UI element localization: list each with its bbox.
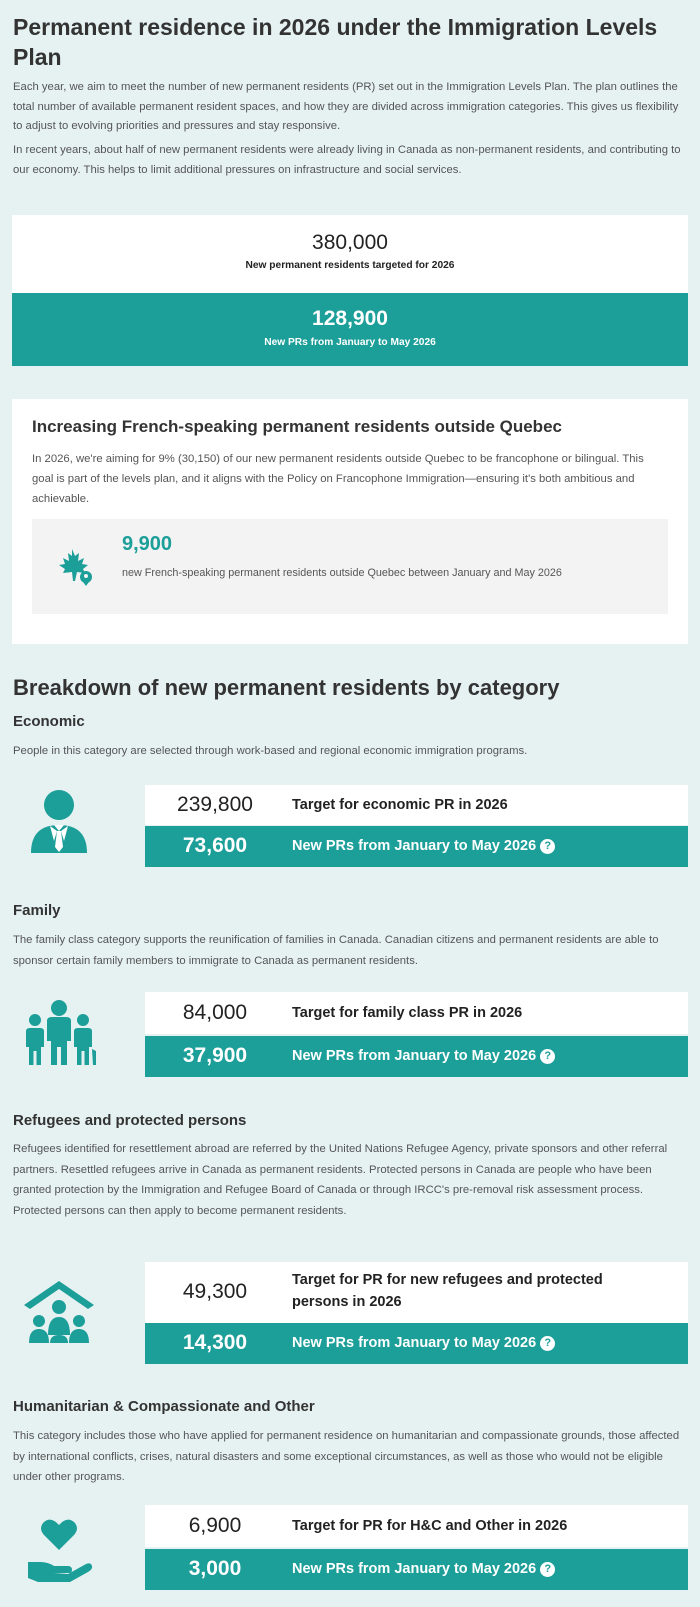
economic-target-value: 239,800 [177, 793, 253, 816]
french-desc: new French-speaking permanent residents outside Quebec between January and May 2026 [122, 567, 562, 579]
french-stat-box [32, 519, 668, 614]
refugees-target-value: 49,300 [182, 1280, 248, 1303]
total-ytd-card [12, 293, 688, 366]
intro-paragraph-2: In recent years, about half of new permanent residents were already living in Canada as non-permanent residents, and contributing to our economy. This helps to limit additional pressures on infrastructure and social services. [13, 144, 681, 176]
family-ytd-value: 37,900 [182, 1044, 248, 1067]
humanitarian-target-label: Target for PR for H&C and Other in 2026 [292, 1518, 568, 1534]
total-target-card [12, 215, 688, 293]
family-ytd-row [145, 1036, 688, 1077]
humanitarian-target-value: 6,900 [188, 1514, 242, 1537]
humanitarian-ytd-row [145, 1549, 688, 1590]
economic-target-label: Target for economic PR in 2026 [292, 797, 508, 813]
category-text-refugees: Refugees identified for resettlement abroad are referred by the United Nations Refugee Agency, private sponsors and other referral partners. Resettled refugees arrive in Canada as permanent residents. Protected persons in Canada are people who have been granted protection by the Immigration and Refugee Board of Canada or through IRCC's pre-removal risk assessment process. Protected persons can then apply to become permanent residents. [13, 1143, 668, 1217]
help-icon[interactable]: ? [540, 1049, 555, 1064]
intro-paragraph-1: Each year, we aim to meet the number of new permanent residents (PR) set out in the Immigration Levels Plan. The plan outlines the total number of available permanent resident spaces, and how they are divided across immigration categories. This gives us flexibility to adjust to evolving priorities and pressures and stay responsive. [13, 81, 679, 132]
help-icon[interactable]: ? [540, 1336, 555, 1351]
total-ytd-caption: New PRs from January to May 2026 [264, 337, 436, 348]
help-icon[interactable]: ? [540, 1562, 555, 1577]
family-ytd-label: New PRs from January to May 2026 [292, 1048, 537, 1064]
economic-ytd-value: 73,600 [182, 834, 248, 857]
business-person-icon [18, 785, 100, 867]
family-target-row [145, 992, 688, 1034]
family-icon [18, 995, 100, 1077]
sheltered-people-icon [18, 1275, 100, 1357]
economic-target-row [145, 785, 688, 825]
category-title-refugees: Refugees and protected persons [13, 1112, 247, 1129]
refugees-ytd-label: New PRs from January to May 2026 [292, 1335, 537, 1351]
french-value: 9,900 [122, 533, 173, 555]
french-text: In 2026, we're aiming for 9% (30,150) of our new permanent residents outside Quebec to be francophone or bilingual. This goal is part of the levels plan, and it aligns with the Policy on Francophone Immigration—ensuring it's both ambitious and achievable. [32, 453, 644, 505]
help-icon[interactable]: ? [540, 839, 555, 854]
french-title: Increasing French-speaking permanent residents outside Quebec [32, 417, 562, 436]
total-target-caption: New permanent residents targeted for 2026 [245, 260, 455, 271]
refugees-ytd-value: 14,300 [182, 1331, 248, 1354]
breakdown-title: Breakdown of new permanent residents by category [13, 675, 560, 700]
category-text-family: The family class category supports the reunification of families in Canada. Canadian citizens and permanent residents are able to sponsor certain family members to immigrate to Canada as permanent residents. [13, 934, 659, 967]
refugees-ytd-row [145, 1323, 688, 1364]
humanitarian-ytd-value: 3,000 [188, 1557, 242, 1580]
total-target-value: 380,000 [312, 231, 388, 254]
heart-hand-icon [18, 1508, 100, 1590]
economic-ytd-row [145, 826, 688, 867]
family-target-label: Target for family class PR in 2026 [292, 1005, 523, 1021]
refugees-target-row [145, 1262, 688, 1323]
economic-ytd-label: New PRs from January to May 2026 [292, 838, 537, 854]
page-title: Permanent residence in 2026 under the Immigration Levels Plan [13, 14, 658, 70]
category-text-humanitarian: This category includes those who have applied for permanent residence on humanitarian and compassionate grounds, those affected by international conflicts, crises, natural disasters and some exceptional circumstances, as well as those who would not be eligible under other programs. [13, 1430, 680, 1483]
humanitarian-target-row [145, 1505, 688, 1547]
humanitarian-ytd-label: New PRs from January to May 2026 [292, 1561, 537, 1577]
category-title-economic: Economic [13, 713, 85, 730]
category-title-family: Family [13, 902, 61, 919]
maple-leaf-pin-icon [50, 543, 98, 591]
category-title-humanitarian: Humanitarian & Compassionate and Other [13, 1398, 315, 1415]
refugees-target-label: Target for PR for new refugees and protected persons in 2026 [292, 1272, 603, 1310]
family-target-value: 84,000 [182, 1001, 248, 1024]
category-text-economic: People in this category are selected through work-based and regional economic immigration programs. [13, 745, 528, 757]
total-ytd-value: 128,900 [312, 307, 388, 330]
french-speaking-card [12, 399, 688, 644]
